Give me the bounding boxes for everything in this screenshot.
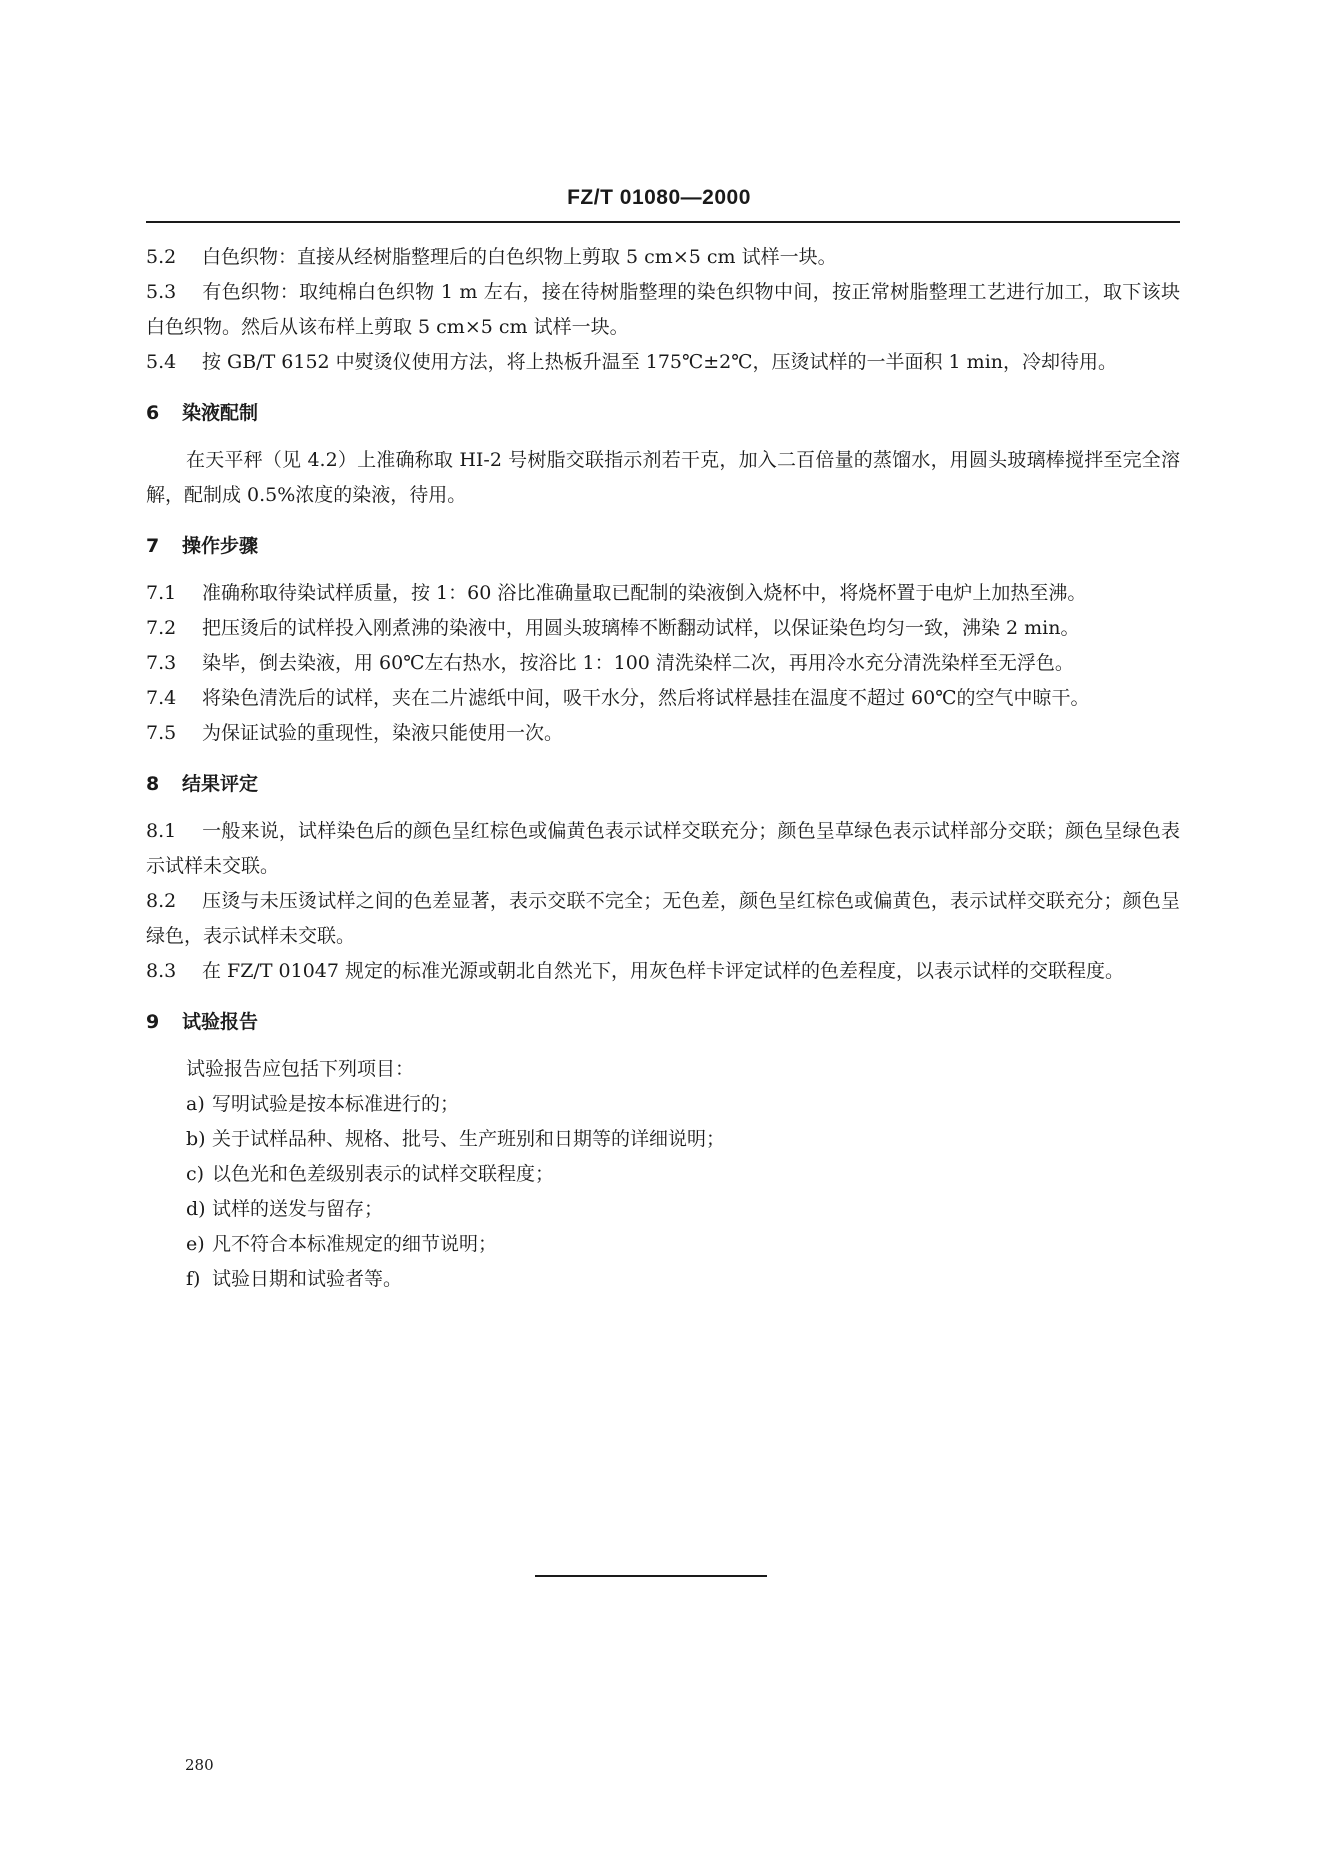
clause-number: 7.5 (146, 722, 177, 744)
header-rule (146, 221, 1180, 223)
clause-text: 在 FZ/T 01047 规定的标准光源或朝北自然光下，用灰色样卡评定试样的色差程度，以表示试样的交联程度。 (202, 960, 1125, 982)
list-item (146, 1087, 1180, 1122)
clause-number: 7.3 (146, 652, 177, 674)
clause-8-3 (146, 954, 1180, 989)
item-letter: a) (186, 1093, 205, 1115)
section-number: 6 (146, 402, 160, 424)
clause-7-3 (146, 646, 1180, 681)
section-number: 7 (146, 535, 160, 557)
item-letter: e) (186, 1233, 205, 1255)
report-intro: 试验报告应包括下列项目： (186, 1058, 415, 1080)
list-item (146, 1262, 1180, 1297)
section-9-heading (146, 1005, 1180, 1040)
item-letter: b) (186, 1128, 206, 1150)
section-8-heading (146, 767, 1180, 802)
clause-number: 8.1 (146, 820, 177, 842)
clause-8-1 (146, 814, 1180, 884)
clause-text: 把压烫后的试样投入刚煮沸的染液中，用圆头玻璃棒不断翻动试样，以保证染色均匀一致，沸染 2 min。 (202, 617, 1080, 639)
item-text: 试验日期和试验者等。 (212, 1268, 403, 1290)
clause-number: 5.3 (146, 281, 177, 303)
clause-text: 压烫与未压烫试样之间的色差显著，表示交联不完全；无色差，颜色呈红棕色或偏黄色，表示试样交联充分；颜色呈绿色，表示试样未交联。 (146, 890, 1180, 947)
clause-5-2 (146, 240, 1180, 275)
item-text: 关于试样品种、规格、批号、生产班别和日期等的详细说明； (212, 1128, 726, 1150)
section-number: 9 (146, 1011, 160, 1033)
clause-number: 5.4 (146, 351, 177, 373)
clause-number: 7.1 (146, 582, 177, 604)
section-title: 操作步骤 (182, 535, 259, 557)
clause-text: 有色织物：取纯棉白色织物 1 m 左右，接在待树脂整理的染色织物中间，按正常树脂整理工艺进行加工，取下该块白色织物。然后从该布样上剪取 5 cm×5 cm 试样一块。 (146, 281, 1180, 338)
section-7-heading (146, 529, 1180, 564)
clause-text: 一般来说，试样染色后的颜色呈红棕色或偏黄色表示试样交联充分；颜色呈草绿色表示试样部分交联；颜色呈绿色表示试样未交联。 (146, 820, 1180, 877)
clause-number: 5.2 (146, 246, 177, 268)
item-text: 试样的送发与留存； (212, 1198, 384, 1220)
item-letter: d) (186, 1198, 206, 1220)
list-item (146, 1227, 1180, 1262)
item-text: 以色光和色差级别表示的试样交联程度； (212, 1163, 555, 1185)
section-title: 结果评定 (182, 773, 259, 795)
item-text: 写明试验是按本标准进行的； (212, 1093, 460, 1115)
section-6-heading (146, 396, 1180, 431)
item-letter: f) (186, 1268, 201, 1290)
clause-number: 7.2 (146, 617, 177, 639)
item-text: 凡不符合本标准规定的细节说明； (212, 1233, 498, 1255)
section-title: 试验报告 (182, 1011, 259, 1033)
clause-number: 7.4 (146, 687, 177, 709)
clause-7-5 (146, 716, 1180, 751)
section-number: 8 (146, 773, 160, 795)
clause-7-2 (146, 611, 1180, 646)
clause-text: 准确称取待染试样质量，按 1：60 浴比准确量取已配制的染液倒入烧杯中，将烧杯置于电炉上加热至沸。 (202, 582, 1087, 604)
clause-7-4 (146, 681, 1180, 716)
clause-text: 染毕，倒去染液，用 60℃左右热水，按浴比 1：100 清洗染样二次，再用冷水充分清洗染样至无浮色。 (202, 652, 1074, 674)
standard-id-header: FZ/T 01080—2000 (567, 186, 751, 209)
page-number: 280 (185, 1756, 214, 1774)
clause-5-4 (146, 345, 1180, 380)
section-6-paragraph: 在天平秤（见 4.2）上准确称取 HI-2 号树脂交联指示剂若干克，加入二百倍量的蒸馏水，用圆头玻璃棒搅拌至完全溶解，配制成 0.5%浓度的染液，待用。 (146, 449, 1180, 506)
clause-text: 将染色清洗后的试样，夹在二片滤纸中间，吸干水分，然后将试样悬挂在温度不超过 60℃的空气中晾干。 (202, 687, 1090, 709)
clause-text: 白色织物：直接从经树脂整理后的白色织物上剪取 5 cm×5 cm 试样一块。 (202, 246, 837, 268)
clause-5-3 (146, 275, 1180, 345)
list-item (146, 1192, 1180, 1227)
item-letter: c) (186, 1163, 205, 1185)
list-item (146, 1122, 1180, 1157)
clause-8-2 (146, 884, 1180, 954)
list-item (146, 1157, 1180, 1192)
document-body (146, 240, 1180, 1297)
clause-text: 按 GB/T 6152 中熨烫仪使用方法，将上热板升温至 175℃±2℃，压烫试样的一半面积 1 min，冷却待用。 (202, 351, 1118, 373)
section-title: 染液配制 (182, 402, 259, 424)
clause-number: 8.3 (146, 960, 177, 982)
clause-number: 8.2 (146, 890, 177, 912)
clause-7-1 (146, 576, 1180, 611)
clause-text: 为保证试验的重现性，染液只能使用一次。 (202, 722, 564, 744)
end-rule (535, 1575, 767, 1577)
